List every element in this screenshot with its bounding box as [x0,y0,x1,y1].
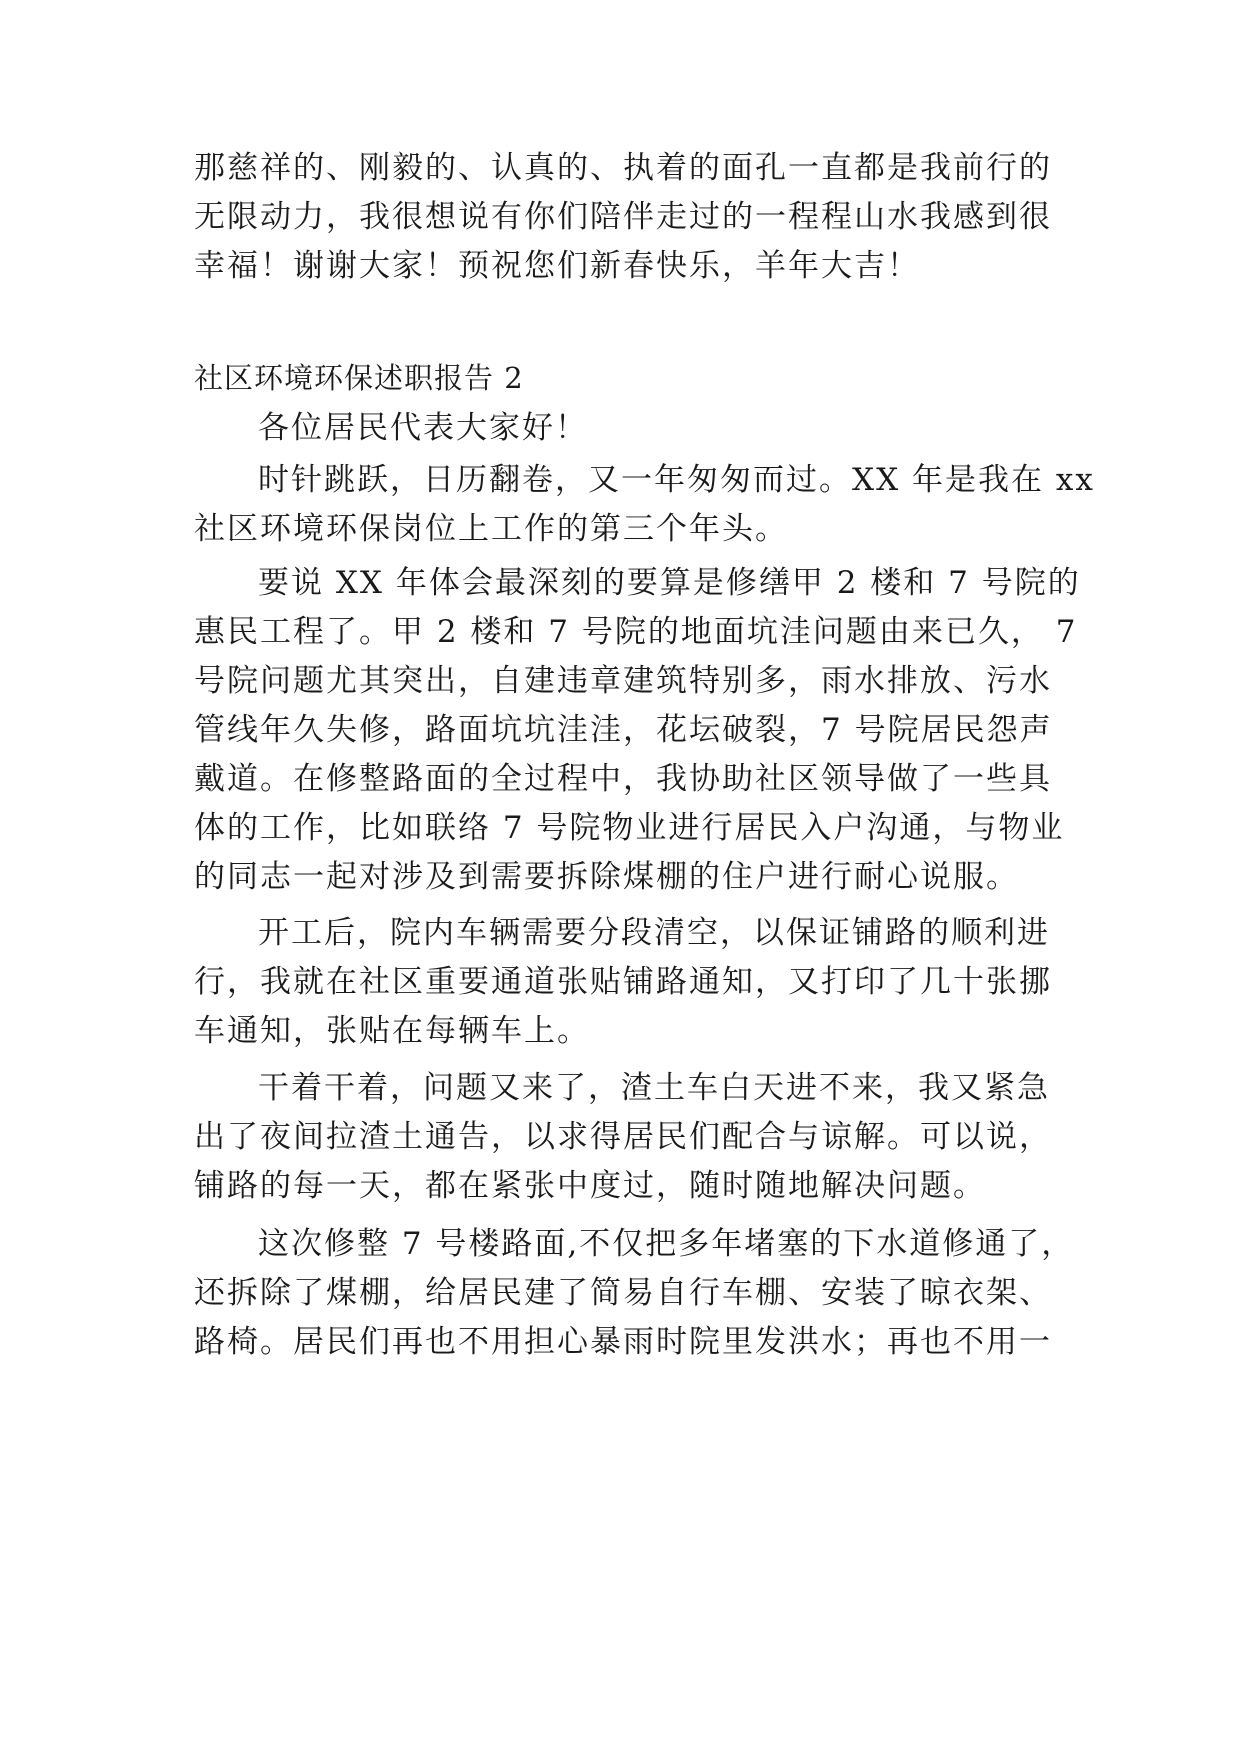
paragraph-line: 路椅。居民们再也不用担心暴雨时院里发洪水；再也不用一 [194,1324,1052,1360]
paragraph-line: 还拆除了煤棚，给居民建了简易自行车棚、安装了晾衣架、 [194,1275,1052,1311]
greeting: 各位居民代表大家好！ [258,410,588,446]
paragraph-first-line: 时针跳跃，日历翻卷，又一年匆匆而过。XX 年是我在 xx [258,462,1095,498]
paragraph-line: 社区环境环保岗位上工作的第三个年头。 [194,511,788,547]
paragraph-line: 铺路的每一天，都在紧张中度过，随时随地解决问题。 [194,1168,986,1204]
paragraph-first-line: 开工后，院内车辆需要分段清空，以保证铺路的顺利进 [258,915,1050,951]
section-title: 社区环境环保述职报告 2 [194,361,524,395]
paragraph-line: 出了夜间拉渣土通告，以求得居民们配合与谅解。可以说， [194,1119,1052,1155]
paragraph-line: 管线年久失修，路面坑坑洼洼，花坛破裂，7 号院居民怨声 [194,712,1053,748]
paragraph-line: 的同志一起对涉及到需要拆除煤棚的住户进行耐心说服。 [194,859,1019,895]
paragraph-first-line: 干着干着，问题又来了，渣土车白天进不来，我又紧急 [258,1070,1050,1106]
paragraph-line: 体的工作，比如联络 7 号院物业进行居民入户沟通，与物业 [194,810,1065,846]
paragraph-line: 号院问题尤其突出，自建违章建筑特别多，雨水排放、污水 [194,663,1052,699]
paragraph-first-line: 要说 XX 年体会最深刻的要算是修缮甲 2 楼和 7 号院的 [258,565,1081,601]
body-text-line: 幸福！谢谢大家！预祝您们新春快乐，羊年大吉！ [194,248,920,284]
body-text-line: 那慈祥的、刚毅的、认真的、执着的面孔一直都是我前行的 [194,150,1052,186]
paragraph-line: 行，我就在社区重要通道张贴铺路通知，又打印了几十张挪 [194,964,1052,1000]
paragraph-line: 车通知，张贴在每辆车上。 [194,1013,590,1049]
paragraph-line: 惠民工程了。甲 2 楼和 7 号院的地面坑洼问题由来已久， 7 [194,614,1078,650]
paragraph-line: 戴道。在修整路面的全过程中，我协助社区领导做了一些具 [194,761,1052,797]
body-text-line: 无限动力，我很想说有你们陪伴走过的一程程山水我感到很 [194,199,1052,235]
paragraph-first-line: 这次修整 7 号楼路面,不仅把多年堵塞的下水道修通了， [258,1226,1075,1262]
